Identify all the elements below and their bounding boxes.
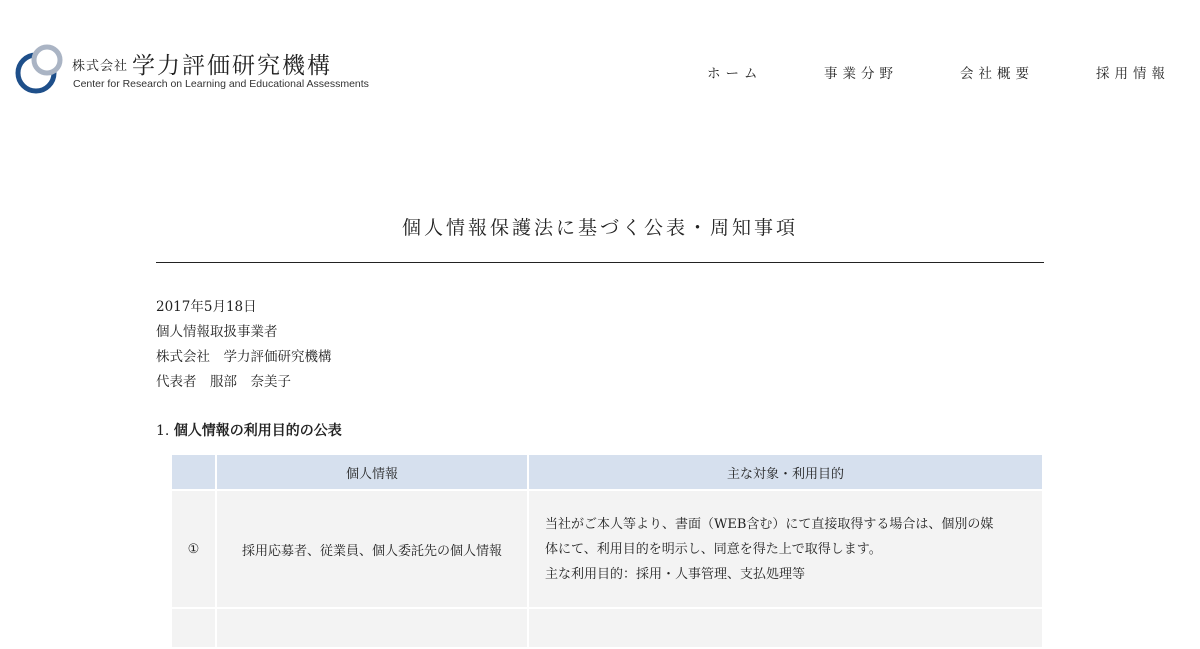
nav-home[interactable]: ホーム <box>707 66 763 82</box>
table-header-cell: 個人情報 <box>217 455 529 491</box>
row-info: 採用応募者、従業員、個人委託先の個人情報 <box>217 491 529 609</box>
nav-company-overview[interactable]: 会社概要 <box>960 66 1034 82</box>
nav-business-fields[interactable]: 事業分野 <box>824 66 898 82</box>
operator-role: 個人情報取扱事業者 <box>156 324 278 340</box>
table-cell <box>172 609 217 649</box>
title-divider <box>156 262 1044 263</box>
logo-english: Center for Research on Learning and Educational Assessments <box>73 78 369 90</box>
representative: 代表者 服部 奈美子 <box>156 374 291 390</box>
purpose-table <box>172 455 1042 649</box>
table-header-row <box>172 455 1042 491</box>
table-cell <box>217 609 529 649</box>
section-number: 1. <box>156 423 170 439</box>
table-header-cell: 主な対象・利用目的 <box>529 455 1042 491</box>
purpose-line: 主な利用目的：採用・人事管理、支払処理等 <box>545 566 806 582</box>
logo-prefix: 株式会社 <box>72 59 129 74</box>
main-nav <box>0 62 1200 82</box>
purpose-line: 当社がご本人等より、書面（WEB含む）にて直接取得する場合は、個別の媒 <box>545 516 994 532</box>
page-title: 個人情報保護法に基づく公表・周知事項 <box>401 217 798 239</box>
section-title: 個人情報の利用目的の公表 <box>173 423 342 439</box>
nav-recruitment[interactable]: 採用情報 <box>1096 66 1170 82</box>
company-name: 株式会社 学力評価研究機構 <box>156 349 332 365</box>
row-purpose <box>529 491 1042 609</box>
table-row <box>172 491 1042 609</box>
publication-date: 2017年5月18日 <box>156 299 257 315</box>
publication-meta <box>156 295 332 395</box>
logo-name: 学力評価研究機構 <box>132 53 333 79</box>
section-heading <box>156 420 342 440</box>
table-row <box>172 609 1042 649</box>
row-number: ① <box>172 491 217 609</box>
purpose-line: 体にて、利用目的を明示し、同意を得た上で取得します。 <box>545 541 882 557</box>
table-header-cell <box>172 455 217 491</box>
table-cell <box>529 609 1042 649</box>
